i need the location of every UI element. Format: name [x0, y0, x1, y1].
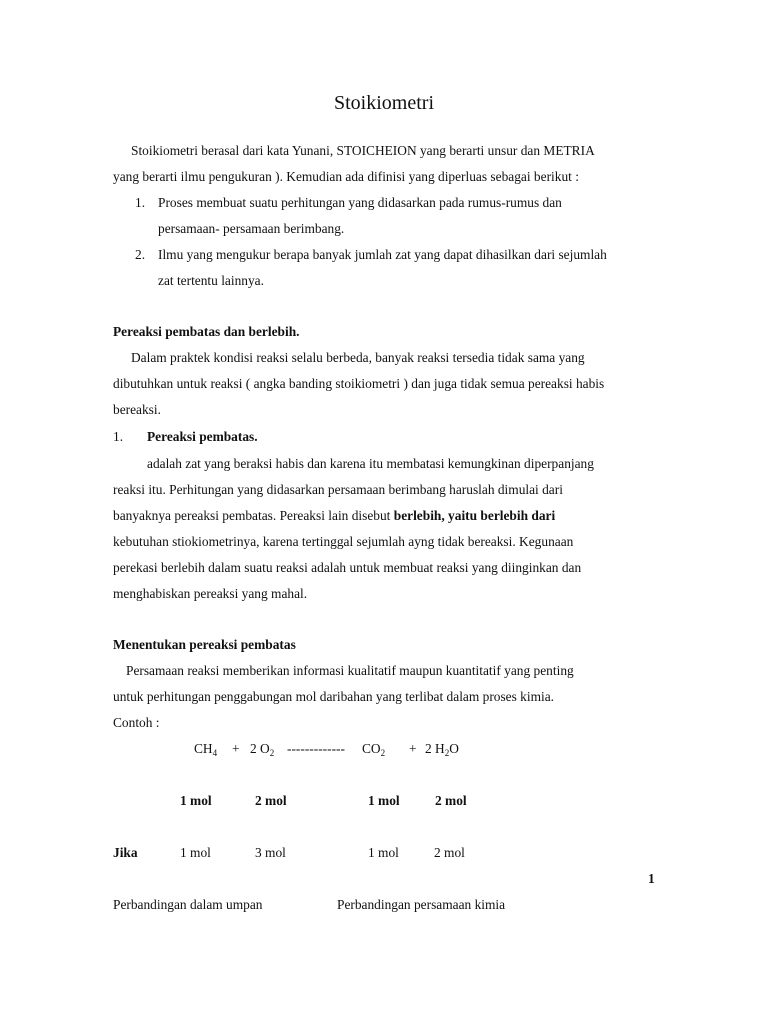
example-label: Contoh :: [113, 715, 160, 730]
footer-left: Perbandingan dalam umpan: [113, 897, 263, 912]
paragraph-line: dibutuhkan untuk reaksi ( angka banding stoikiometri ) dan juga tidak semua pereaksi habis: [113, 376, 605, 391]
equation-plus: +: [232, 741, 240, 756]
paragraph-line: Dalam praktek kondisi reaksi selalu berbeda, banyak reaksi tersedia tidak sama yang: [131, 350, 585, 365]
equation-o2: [250, 741, 274, 758]
formula-text: CH: [194, 741, 213, 756]
list-item-text: zat tertentu lainnya.: [158, 273, 264, 288]
section-heading: Menentukan pereaksi pembatas: [113, 637, 296, 652]
list-number: 2.: [135, 247, 146, 262]
subsection-heading: Pereaksi pembatas.: [147, 429, 258, 444]
mol-value: 3 mol: [255, 845, 286, 860]
formula-text: 2 O: [250, 741, 270, 756]
formula-text: O: [449, 741, 459, 756]
paragraph-line: kebutuhan stiokiometrinya, karena tertinggal sejumlah ayng tidak bereaksi. Kegunaan: [113, 534, 574, 549]
equation-co2: [362, 741, 385, 758]
subscript: 4: [212, 748, 218, 758]
equation-ch4: [194, 741, 217, 758]
paragraph-line: bereaksi.: [113, 402, 161, 417]
mol-value: 2 mol: [255, 793, 287, 808]
footer-right: Perbandingan persamaan kimia: [337, 897, 506, 912]
equation-plus: +: [409, 741, 417, 756]
formula-text: 2 H: [425, 741, 445, 756]
mol-value: 2 mol: [434, 845, 465, 860]
page-title: Stoikiometri: [334, 92, 434, 114]
paragraph-line: Persamaan reaksi memberikan informasi kualitatif maupun kuantitatif yang penting: [126, 663, 574, 678]
list-item-text: Ilmu yang mengukur berapa banyak jumlah zat yang dapat dihasilkan dari sejumlah: [158, 247, 607, 262]
mol-value: 1 mol: [180, 793, 212, 808]
paragraph-line: untuk perhitungan penggabungan mol daribahan yang terlibat dalam proses kimia.: [113, 689, 555, 704]
text-span: banyaknya pereaksi pembatas. Pereaksi lain disebut: [113, 508, 394, 523]
bold-text: berlebih, yaitu berlebih dari: [393, 508, 556, 523]
formula-text: CO: [362, 741, 381, 756]
equation-h2o: [425, 741, 459, 758]
list-number: 1.: [135, 195, 146, 210]
intro-line-2: yang berarti ilmu pengukuran ). Kemudian ada difinisi yang diperluas sebagai berikut :: [113, 169, 579, 184]
jika-label: Jika: [113, 845, 138, 860]
subscript: 2: [444, 748, 450, 758]
paragraph-line: [113, 508, 555, 524]
mol-value: 1 mol: [180, 845, 211, 860]
subscript: 2: [269, 748, 275, 758]
intro-line-1: Stoikiometri berasal dari kata Yunani, STOICHEION yang berarti unsur dan METRIA: [131, 143, 595, 158]
subscript: 2: [380, 748, 386, 758]
paragraph-line: menghabiskan pereaksi yang mahal.: [113, 586, 308, 601]
paragraph-line: perekasi berlebih dalam suatu reaksi adalah untuk membuat reaksi yang diinginkan dan: [113, 560, 582, 575]
equation-arrow: -------------: [287, 741, 345, 756]
paragraph-line: reaksi itu. Perhitungan yang didasarkan persamaan berimbang haruslah dimulai dari: [113, 482, 563, 497]
list-number: 1.: [113, 429, 124, 444]
section-heading: Pereaksi pembatas dan berlebih.: [113, 324, 300, 339]
mol-value: 1 mol: [368, 793, 400, 808]
mol-value: 2 mol: [435, 793, 467, 808]
list-item-text: persamaan- persamaan berimbang.: [158, 221, 345, 236]
page-number: 1: [648, 871, 655, 886]
list-item-text: Proses membuat suatu perhitungan yang didasarkan pada rumus-rumus dan: [158, 195, 562, 210]
mol-value: 1 mol: [368, 845, 399, 860]
paragraph-line: adalah zat yang beraksi habis dan karena itu membatasi kemungkinan diperpanjang: [147, 456, 594, 471]
